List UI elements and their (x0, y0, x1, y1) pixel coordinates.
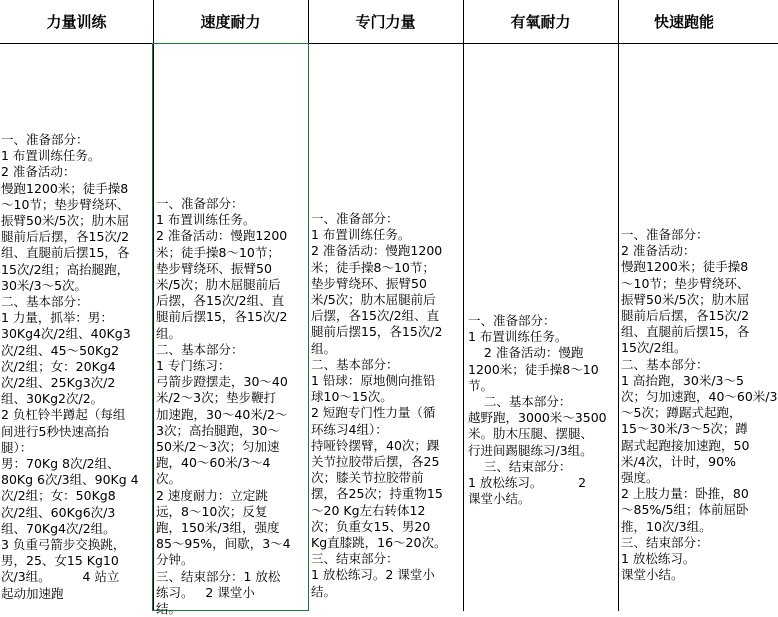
cell-fast-running-plan[interactable]: 一、准备部分： 2 准备活动： 慢跑1200米；徒手操8 ～10节；垫步臂绕环、 振臂50米/5次；肋木屈 腿前后后摆，各15次/2 组、直腿前后摆15，各 15次/2组。 二、基本部分： 1 高抬跑，30米/3～5 次；匀加速跑，40～60米/3 ～5次；蹲踞式起跑， 15～30米/3～5次；蹲 踞式起跑接加速跑，50 米/4次，计时，90% 强度。 2 上肢力量：卧推，80 ～85%/5组；体前屈卧 推，10次/3组。 三、结束部分： 1 放松练习。 课堂小结。 (621, 227, 778, 583)
cell-strength-plan[interactable]: 一、准备部分： 1 布置训练任务。 2 准备活动： 慢跑1200米；徒手操8 ～10节；垫步臂绕环、 振臂50米/5次；肋木屈 腿前后后摆，各15次/2 组、直腿前后摆15，各 15次/2组；高抬腿跑， 30米/3～5次。 二、基本部分： 1 力量，抓举：男： 30Kg4次/2组、40Kg3 次/2组、45～50Kg2 次/2组；女：20Kg4 次/2组、25Kg3次/2 组、30Kg2次/2。 2 负杠铃半蹲起（每组 间进行5秒快速高抬 腿）： 男：70Kg 8次/2组、 80Kg 6次/3组、90Kg 4 次/2组；女：50Kg8 次/2组、60Kg6次/3 组、70Kg4次/2组。 3 负重弓箭步交换跳， 男，25、女15 Kg10 次/3组。 4 站立 起动加速跑 (1, 132, 139, 601)
column-divider (618, 0, 619, 611)
header-cell-strength[interactable]: 力量训练 (0, 0, 153, 44)
header-cell-fast-running[interactable]: 快速跑能 (618, 0, 778, 44)
cell-aerobic-endurance-plan[interactable]: 一、准备部分： 1 布置训练任务。 2 准备活动：慢跑 1200米；徒手操8～10 节。 二、基本部分： 越野跑，3000米～3500 米。肋木压腿、摆腿、 行进间踢腿练习/3组。 三、结束部分： 1 放松练习。 2 课堂小结。 (468, 313, 607, 507)
column-divider (463, 0, 464, 611)
cell-speed-endurance-plan[interactable]: 一、准备部分： 1 布置训练任务。 2 准备活动：慢跑1200 米；徒手操8～10节； 垫步臂绕环、振臂50 米/5次；肋木屈腿前后 后摆，各15次/2组、直 腿前后摆15，各15次/2 组。 二、基本部分： 1 专门练习： 弓箭步蹬摆走，30～40 米/2～3次；垫步鞭打 加速跑，30～40米/2～ 3次；高抬腿跑，30～ 50米/2～3次；匀加速 跑，40～60米/3～4 次。 2 速度耐力：立定跳 远，8～10次；反复 跑，150米/3组，强度 85～95%，间歇，3～4 分钟。 三、结束部分：1 放松 练习。 2 课堂小 结。 (156, 196, 291, 617)
header-cell-special-strength[interactable]: 专门力量 (308, 0, 463, 44)
header-cell-aerobic-endurance[interactable]: 有氧耐力 (463, 0, 618, 44)
cell-special-strength-plan[interactable]: 一、准备部分： 1 布置训练任务。 2 准备活动：慢跑1200 米；徒手操8～10节； 垫步臂绕环、振臂50 米/5次；肋木屈腿前后 后摆，各15次/2组、直 腿前后摆15，各15次/2 组。 二、基本部分： 1 铅球：原地侧向推铅 球10～15次。 2 短跑专门性力量（循 环练习4组）： 持哑铃摆臂，40次；踝 关节拉胶带后摆，各25 次；膝关节拉胶带前 摆，各25次；持重物15 ～20 Kg左右转体12 次；负重女15、男20 Kg直膝跳，16～20次。 三、结束部分： 1 放松练习。2 课堂小 结。 (311, 211, 447, 599)
header-cell-speed-endurance[interactable]: 速度耐力 (153, 0, 308, 44)
